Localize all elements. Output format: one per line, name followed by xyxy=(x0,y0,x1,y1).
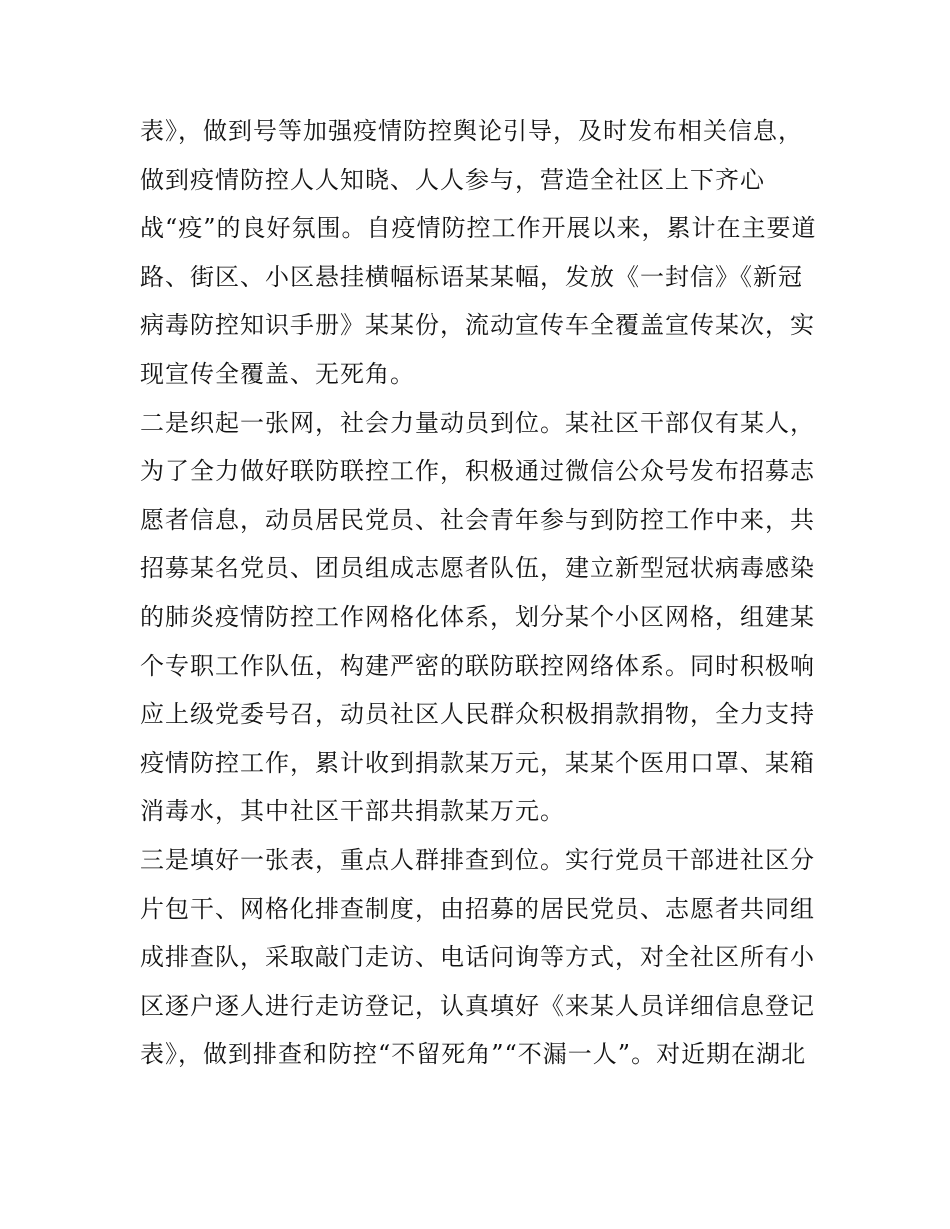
text-line: 路、街区、小区悬挂横幅标语某某幅，发放《一封信》《新冠 xyxy=(140,262,803,291)
text-line: 表》，做到排查和防控“不留死角”“不漏一人”。对近期在湖北 xyxy=(140,1040,807,1069)
text-line: 为了全力做好联防联控工作，积极通过微信公众号发布招募志 xyxy=(140,457,815,486)
text-line: 做到疫情防控人人知晓、人人参与，营造全社区上下齐心 xyxy=(140,165,765,194)
text-line: 成排查队，采取敲门走访、电话问询等方式，对全社区所有小 xyxy=(140,943,815,972)
text-line: 现宣传全覆盖、无死角。 xyxy=(140,359,415,388)
text-line: 消毒水，其中社区干部共捐款某万元。 xyxy=(140,797,565,826)
text-line: 愿者信息，动员居民党员、社会青年参与到防控工作中来，共 xyxy=(140,505,815,534)
text-line: 表》，做到号等加强疫情防控舆论引导，及时发布相关信息， xyxy=(140,117,803,145)
text-line: 战“疫”的良好氛围。自疫情防控工作开展以来，累计在主要道 xyxy=(140,214,817,243)
text-line: 应上级党委号召，动员社区人民群众积极捐款捐物，全力支持 xyxy=(140,700,815,729)
text-line: 的肺炎疫情防控工作网格化体系，划分某个小区网格，组建某 xyxy=(140,602,815,631)
text-line: 病毒防控知识手册》某某份，流动宣传车全覆盖宣传某次，实 xyxy=(140,311,815,340)
text-line: 疫情防控工作，累计收到捐款某万元，某某个医用口罩、某箱 xyxy=(140,748,815,777)
body-text xyxy=(140,107,820,1079)
text-line: 招募某名党员、团员组成志愿者队伍，建立新型冠状病毒感染 xyxy=(140,554,815,583)
text-line: 三是填好一张表，重点人群排查到位。实行党员干部进社区分 xyxy=(140,845,815,874)
text-line: 区逐户逐人进行走访登记，认真填好《来某人员详细信息登记 xyxy=(140,991,815,1020)
text-line: 片包干、网格化排查制度，由招募的居民党员、志愿者共同组 xyxy=(140,894,815,923)
text-line: 二是织起一张网，社会力量动员到位。某社区干部仅有某人， xyxy=(140,408,815,437)
text-line: 个专职工作队伍，构建严密的联防联控网络体系。同时积极响 xyxy=(140,651,815,680)
